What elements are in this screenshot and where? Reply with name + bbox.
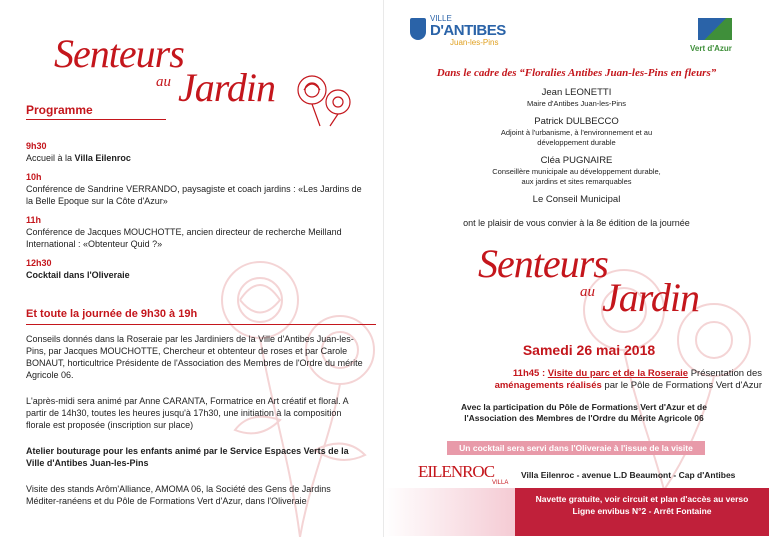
programme-title: Programme: [26, 103, 93, 117]
official-role: Maire d'Antibes Juan-les-Pins: [527, 99, 626, 108]
official-role: Adjoint à l'urbanisme, à l'environnement et au développement durable: [500, 128, 653, 147]
official-name: Cléa PUGNAIRE: [540, 155, 613, 166]
allday-paragraph: Atelier bouturage pour les enfants animé par le Service Espaces Verts de la Ville d'Antibes Juan-les-Pins: [26, 446, 349, 468]
invitation-panel: [384, 0, 769, 537]
senteurs-au-jardin-logo: [478, 240, 718, 320]
rose-logo-icon: [290, 68, 360, 128]
logo-name: D'ANTIBES: [430, 22, 506, 39]
schedule-text: Conférence de Jacques MOUCHOTTE, ancien directeur de recherche Meilland International : «Obtenteur Quid ?»: [26, 227, 342, 249]
logo-ville: VILLE: [430, 14, 452, 23]
officials-list: [384, 87, 769, 206]
ville-antibes-logo: [410, 14, 520, 50]
event-date: Samedi 26 mai 2018: [522, 342, 656, 358]
visit-time: 11h45 :: [512, 368, 546, 379]
address: Villa Eilenroc - avenue L.D Beaumont - Cap d'Antibes: [521, 470, 736, 480]
official-name: Jean LEONETTI: [541, 87, 612, 98]
invite-text: ont le plaisir de vous convier à la 8e édition de la journée: [463, 218, 690, 228]
visit-line: [422, 368, 762, 392]
official-name: Le Conseil Municipal: [532, 194, 621, 205]
schedule-time: 12h30: [26, 258, 52, 268]
eilenroc-logo-sub: VILLA: [492, 480, 509, 486]
schedule-text: Cocktail dans l'Oliveraie: [26, 270, 130, 280]
participation-text: Avec la participation du Pôle de Formations Vert d'Azur et de l'Association des Membres de l'Ordre du Mérite Agricole 06: [461, 402, 707, 423]
footer-shade: [384, 488, 515, 536]
divider: [26, 119, 166, 120]
schedule-time: 9h30: [26, 141, 47, 151]
schedule-text-part: Accueil à la: [26, 153, 75, 163]
allday-paragraph: Conseils donnés dans la Roseraie par les Jardiniers de la Ville d'Antibes Juan-les-Pins, par Jacques MOUCHOTTE, Chercheur et obtenteur de roses et par Carole BONAUT, horticultrice Présidente de l'Association des Membres de l'Ordre du mérite Agricole 06.: [26, 334, 363, 380]
visit-highlight: aménagements réalisés: [494, 380, 602, 391]
schedule-text: Conférence de Sandrine VERRANDO, paysagiste et coach jardins : «Les Jardins de la Belle Epoque sur la Côte d'Azur»: [26, 184, 362, 206]
schedule-time: 10h: [26, 172, 42, 182]
event-frame-header: Dans le cadre des “Floralies Antibes Juan-les-Pins en fleurs”: [436, 67, 717, 79]
divider: [26, 324, 376, 325]
program-panel: [0, 0, 384, 537]
senteurs-au-jardin-logo: [54, 30, 294, 110]
logo-au: au: [580, 284, 595, 300]
official-name: Patrick DULBECCO: [534, 116, 619, 127]
visit-title: Visite du parc et de la Roseraie: [547, 368, 689, 379]
allday-paragraph: Visite des stands Arôm'Alliance, AMOMA 06, la Société des Gens de Jardins Méditer-ranéens et du Pôle de Formations Vert d'Azur, dans l'Oliveraie: [26, 484, 331, 506]
logo-line1: Senteurs: [54, 31, 184, 76]
eilenroc-logo: [418, 462, 514, 490]
logo-line1: Senteurs: [478, 241, 608, 286]
allday-title: Et toute la journée de 9h30 à 19h: [26, 308, 198, 320]
schedule-text-bold: Villa Eilenroc: [74, 153, 131, 163]
logo-line2: Jardin: [178, 65, 275, 110]
official-role: Conseillère municipale au développement durable, aux jardins et sites remarquables: [492, 167, 661, 186]
visit-text: par le Pôle de Formations Vert d'Azur: [601, 380, 762, 391]
visit-text: Présentation des: [688, 368, 762, 379]
vert-dazur-logo: [690, 16, 742, 56]
footer-shuttle: Navette gratuite, voir circuit et plan d'accès au verso: [535, 494, 749, 504]
logo-line2: Jardin: [602, 275, 699, 320]
logo-au: au: [156, 74, 171, 90]
logo-name: Vert d'Azur: [690, 44, 732, 53]
eilenroc-logo-text: EILENROC: [418, 462, 495, 481]
schedule-text: [26, 152, 366, 164]
antibes-crest-icon: [410, 18, 426, 40]
vert-dazur-mark-icon: [698, 18, 732, 40]
allday-paragraph: L'après-midi sera animé par Anne CARANTA, Formatrice en Art créatif et floral. A partir de 14h30, toutes les heures jusqu'à 17h30, une initiation à la composition florale est proposée (inscription sur place): [26, 396, 349, 430]
logo-sub: Juan-les-Pins: [450, 38, 499, 47]
schedule-time: 11h: [26, 215, 42, 225]
cocktail-banner: Un cocktail sera servi dans l'Oliveraie à l'issue de la visite: [447, 441, 705, 455]
footer-bus: Ligne envibus N°2 - Arrêt Fontaine: [572, 506, 712, 516]
